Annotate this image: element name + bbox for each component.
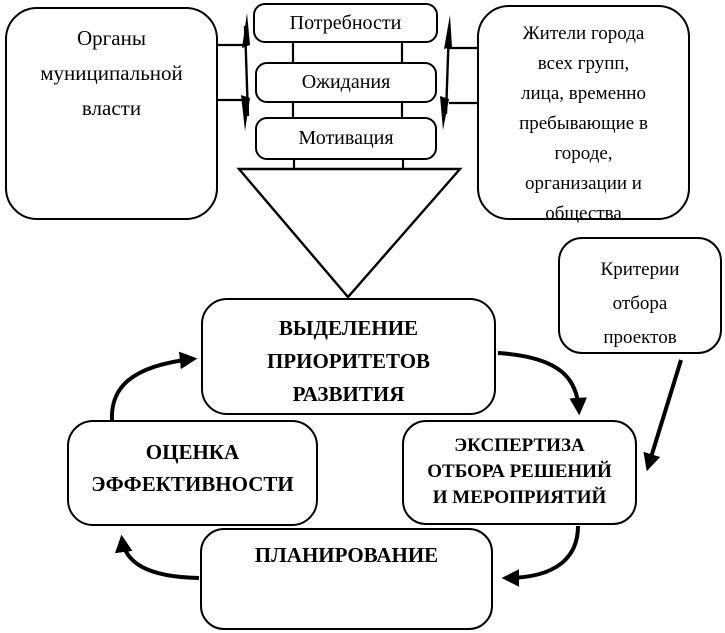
- arrow-priorities-to-expertise: [498, 353, 579, 411]
- node-text-line: Мотивация: [298, 127, 394, 149]
- node-text-line: Жители города: [522, 23, 645, 44]
- node-motivation: [255, 117, 437, 160]
- node-text-line: И МЕРОПРИЯТИЙ: [432, 487, 607, 508]
- node-text-line: Критерии: [600, 259, 680, 280]
- node-text-line: ПРИОРИТЕТОВ: [266, 349, 431, 373]
- jagged-connector-left-icon: [241, 13, 250, 131]
- node-text-line: лица, временно: [521, 83, 646, 104]
- node-text-line: городе,: [554, 143, 613, 164]
- jagged-connector-right-icon: [440, 15, 452, 130]
- node-efficiency-evaluation: [67, 420, 318, 526]
- arrow-expertise-to-planning: [506, 526, 578, 578]
- node-text-line: муниципальной: [40, 61, 183, 85]
- node-text-line: ЭФФЕКТИВНОСТИ: [91, 472, 294, 496]
- node-text-line: Органы: [77, 26, 146, 50]
- node-text-line: отбора: [612, 293, 668, 314]
- node-text-line: пребывающие в: [519, 113, 648, 134]
- right-connector-lines: [449, 48, 477, 103]
- node-municipal-authorities: [5, 7, 218, 220]
- node-text-line: организации и: [525, 173, 642, 194]
- node-text-line: ОЦЕНКА: [145, 440, 240, 464]
- down-triangle-arrow-icon: [239, 169, 460, 297]
- node-text-line: ЭКСПЕРТИЗА: [454, 435, 585, 456]
- node-text-line: ПЛАНИРОВАНИЕ: [254, 543, 439, 567]
- node-text-line: ВЫДЕЛЕНИЕ: [278, 316, 419, 340]
- node-text-line: общества: [545, 203, 622, 224]
- arrow-evaluation-to-priorities: [112, 359, 193, 421]
- node-text-line: проектов: [603, 327, 677, 348]
- left-connector-lines: [216, 45, 245, 100]
- node-selection-criteria: [558, 237, 722, 354]
- node-residents: [477, 5, 690, 224]
- node-expertise: [402, 420, 637, 525]
- node-text-line: ОТБОРА РЕШЕНИЙ: [427, 461, 612, 482]
- node-expectations: [255, 62, 437, 103]
- node-text-line: Потребности: [289, 11, 402, 34]
- node-text-line: власти: [81, 96, 142, 120]
- node-needs: [253, 3, 438, 43]
- node-planning: [200, 528, 493, 630]
- arrow-criteria-to-expertise: [648, 360, 681, 467]
- node-text-line: РАЗВИТИЯ: [292, 382, 405, 406]
- node-development-priorities: [201, 298, 496, 415]
- node-text-line: Ожидания: [301, 71, 391, 93]
- arrow-planning-to-evaluation: [122, 539, 199, 578]
- node-text-line: всех групп,: [537, 53, 630, 74]
